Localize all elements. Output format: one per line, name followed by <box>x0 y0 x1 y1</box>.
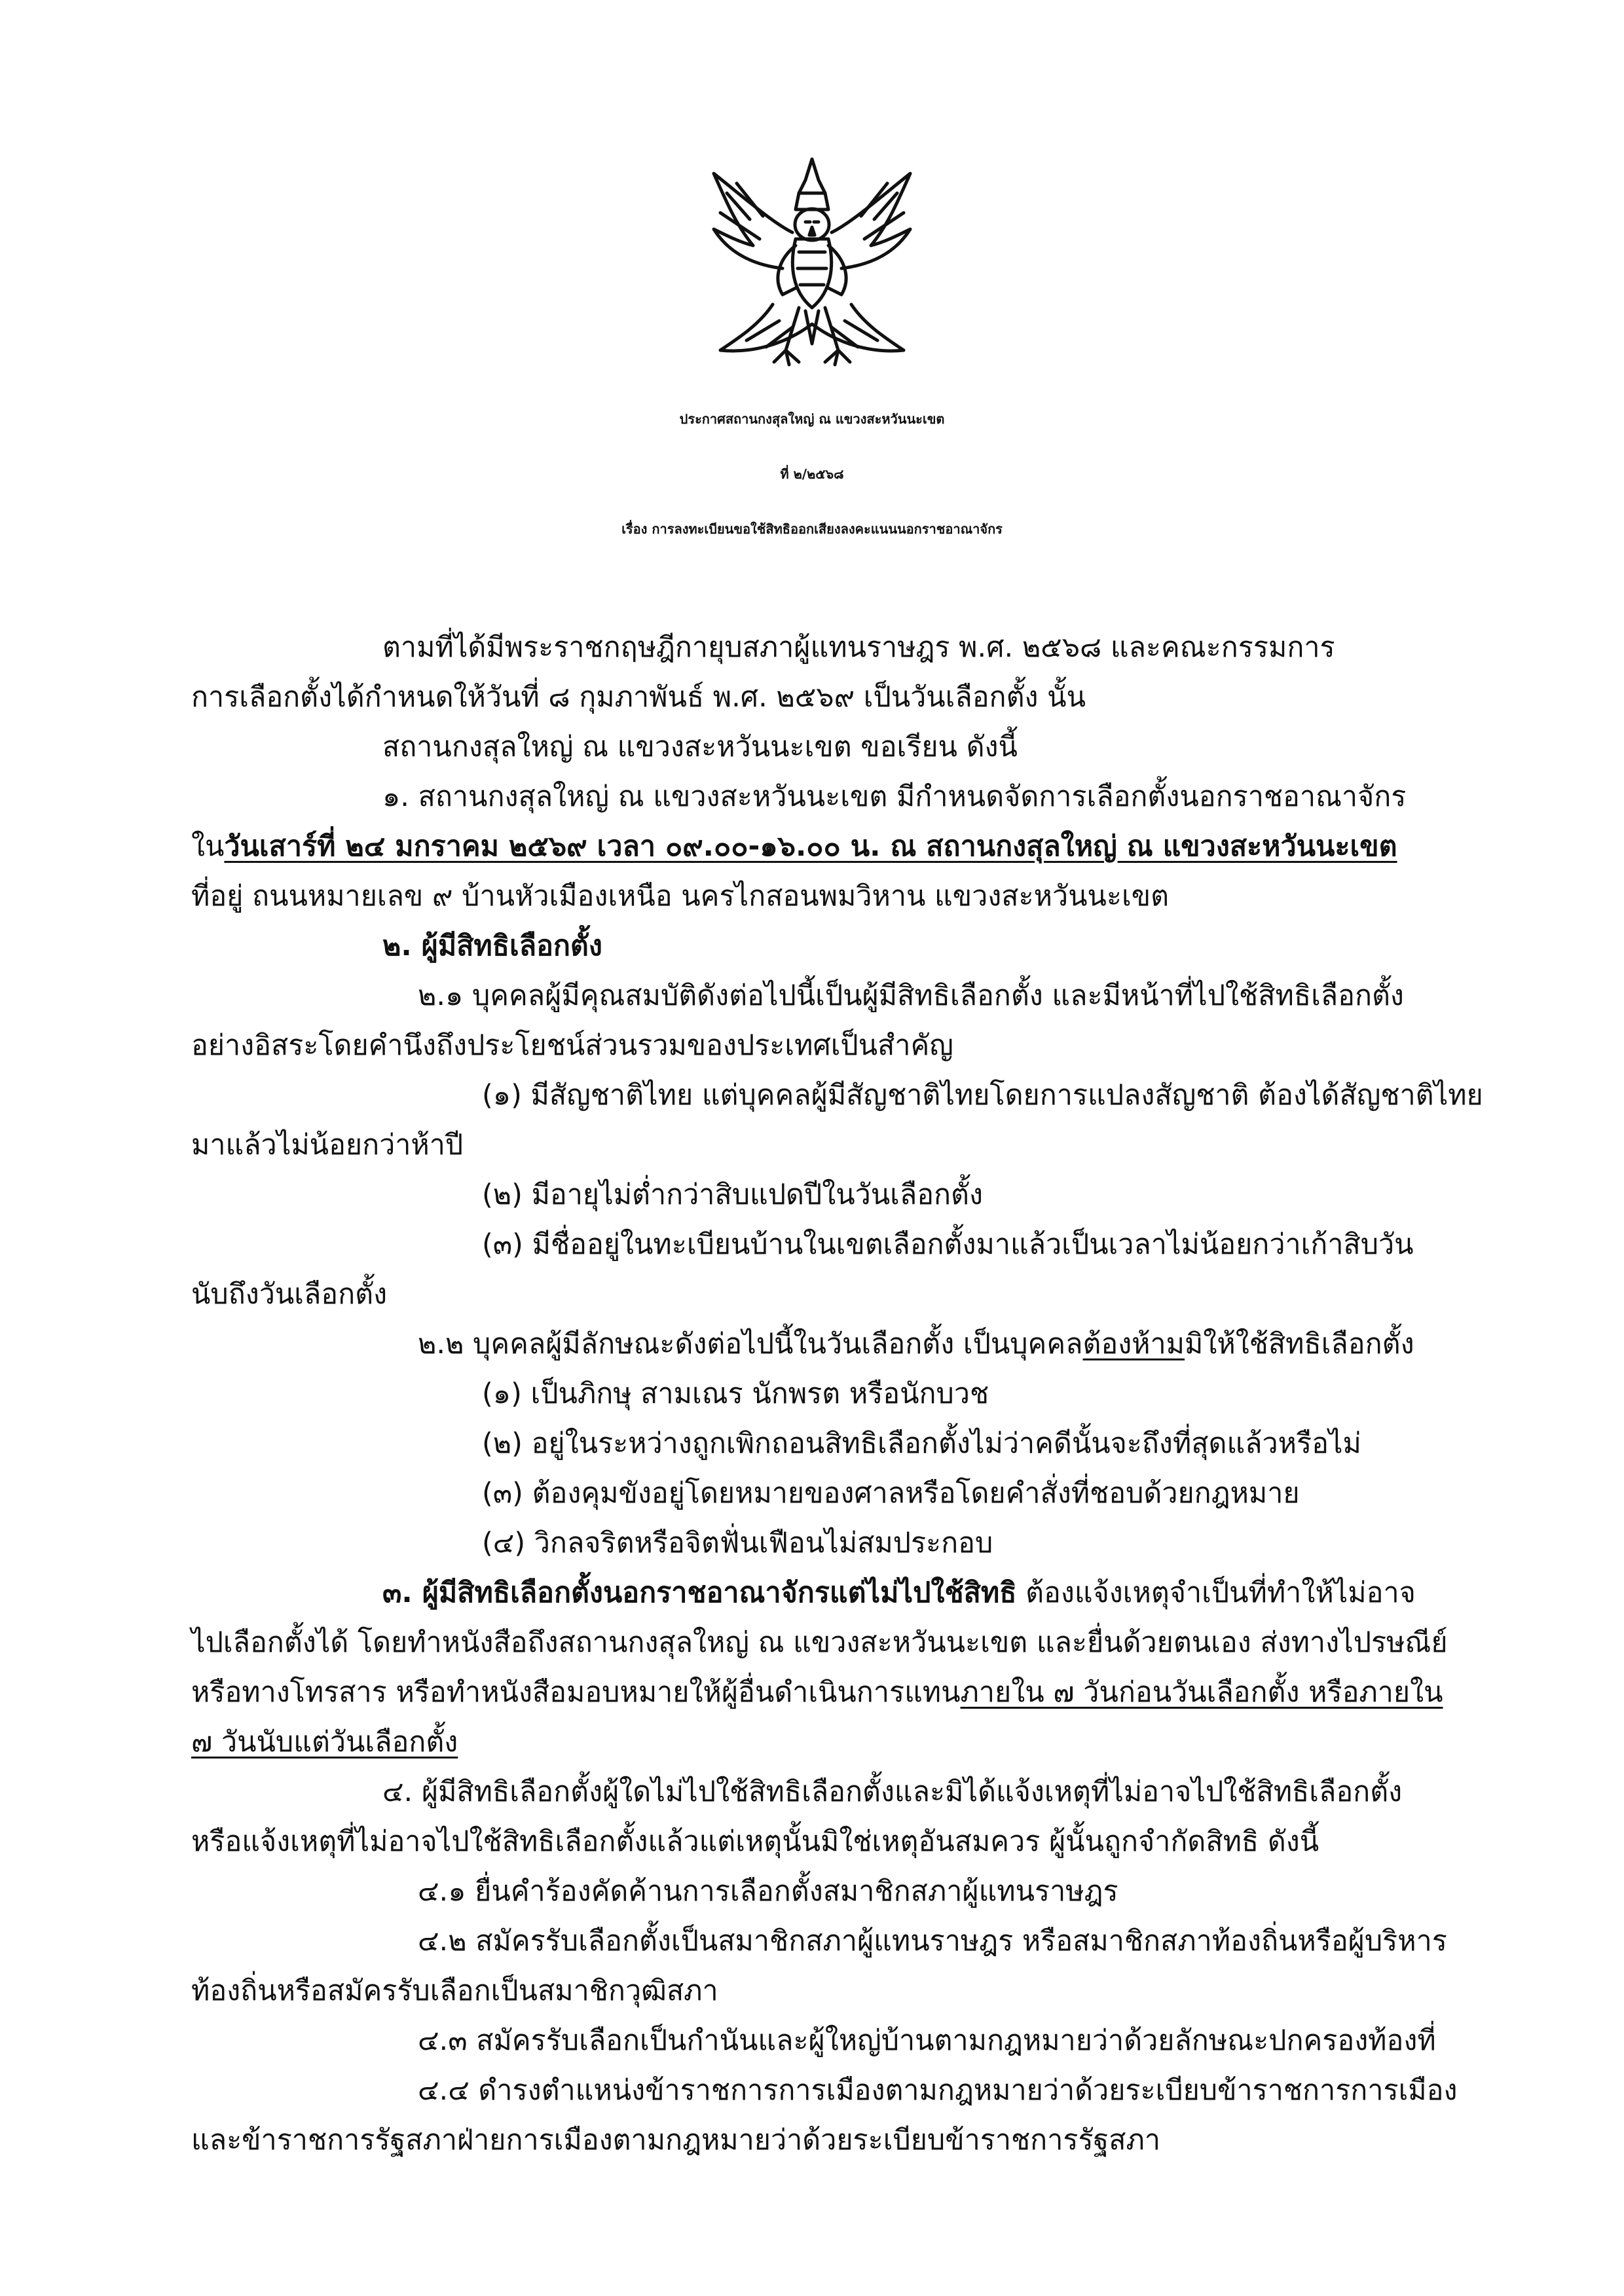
section-1-prefix: ใน <box>191 830 225 863</box>
section-4-1: ๔.๑ ยื่นคำร้องคัดค้านการเลือกตั้งสมาชิกสภาผู้แทนราษฎร <box>418 1875 1118 1908</box>
section-2-2-prefix: ๒.๒ บุคคลผู้มีลักษณะดังต่อไปนี้ในวันเลือกตั้ง เป็นบุคคล <box>418 1328 1083 1360</box>
deadline-emphasis: ภายใน ๗ วันก่อนวันเลือกตั้ง หรือภายใน <box>960 1676 1443 1709</box>
section-3-line-4: ๗ วันนับแต่วันเลือกตั้ง <box>191 1726 458 1758</box>
section-2-1-item-2: (๒) มีอายุไม่ต่ำกว่าสิบแปดปีในวันเลือกตั้ง <box>482 1178 983 1211</box>
section-2-2-item-4: (๔) วิกลจริตหรือจิตฟั่นเฟือนไม่สมประกอบ <box>482 1527 993 1559</box>
section-2-2-item-1: (๑) เป็นภิกษุ สามเณร นักพรต หรือนักบวช <box>482 1377 989 1410</box>
section-2-2-item-3: (๓) ต้องคุมขังอยู่โดยหมายของศาลหรือโดยคำสั่งที่ชอบด้วยกฎหมาย <box>482 1477 1300 1510</box>
document-subject: เรื่อง การลงทะเบียนขอใช้สิทธิออกเสียงลงคะแนนนอกราชอาณาจักร <box>621 521 1003 537</box>
section-3-line-1-rest: ต้องแจ้งเหตุจำเป็นที่ทำให้ไม่อาจ <box>1016 1576 1416 1609</box>
garuda-emblem <box>701 154 923 370</box>
section-1-line-1: ๑. สถานกงสุลใหญ่ ณ แขวงสะหวันนะเขต มีกำหนดจัดการเลือกตั้งนอกราชอาณาจักร <box>382 780 1407 813</box>
section-2-heading: ๒. ผู้มีสิทธิเลือกตั้ง <box>382 930 602 962</box>
section-4-2-line-1: ๔.๒ สมัครรับเลือกตั้งเป็นสมาชิกสภาผู้แทนราษฎร หรือสมาชิกสภาท้องถิ่นหรือผู้บริหาร <box>418 1925 1447 1958</box>
section-2-1-item-1-line-2: มาแล้วไม่น้อยกว่าห้าปี <box>191 1129 464 1161</box>
section-3-heading: ๓. ผู้มีสิทธิเลือกตั้งนอกราชอาณาจักรแต่ไม่ไปใช้สิทธิ <box>382 1576 1017 1609</box>
intro-paragraph-line-1: ตามที่ได้มีพระราชกฤษฎีกายุบสภาผู้แทนราษฎร พ.ศ. ๒๕๖๘ และคณะกรรมการ <box>382 631 1335 664</box>
section-4-2-line-2: ท้องถิ่นหรือสมัครรับเลือกเป็นสมาชิกวุฒิสภา <box>191 1975 718 2007</box>
section-2-1-line-2: อย่างอิสระโดยคำนึงถึงประโยชน์ส่วนรวมของประเทศเป็นสำคัญ <box>191 1029 953 1062</box>
section-4-4-line-1: ๔.๔ ดำรงตำแหน่งข้าราชการการเมืองตามกฎหมายว่าด้วยระเบียบข้าราชการการเมือง <box>418 2074 1458 2107</box>
section-2-2-line-1 <box>418 1328 1414 1362</box>
section-2-1-item-3-line-2: นับถึงวันเลือกตั้ง <box>191 1278 388 1311</box>
section-4-4-line-2: และข้าราชการรัฐสภาฝ่ายการเมืองตามกฎหมายว่าด้วยระเบียบข้าราชการรัฐสภา <box>191 2124 1161 2157</box>
section-1-line-3: ที่อยู่ ถนนหมายเลข ๙ บ้านหัวเมืองเหนือ นครไกสอนพมวิหาน แขวงสะหวันนะเขต <box>191 880 1170 913</box>
section-2-1-line-1: ๒.๑ บุคคลผู้มีคุณสมบัติดังต่อไปนี้เป็นผู้มีสิทธิเลือกตั้ง และมีหน้าที่ไปใช้สิทธิเลือกตั้ง <box>418 979 1404 1012</box>
section-4-line-2: หรือแจ้งเหตุที่ไม่อาจไปใช้สิทธิเลือกตั้งแล้วแต่เหตุนั้นมิใช่เหตุอันสมควร ผู้นั้นถูกจำกัดสิทธิ ดังนี้ <box>191 1825 1320 1858</box>
section-2-2-suffix: มิให้ใช้สิทธิเลือกตั้ง <box>1185 1328 1414 1360</box>
document-number: ที่ ๒/๒๕๖๘ <box>780 466 844 482</box>
election-date-location: วันเสาร์ที่ ๒๔ มกราคม ๒๕๖๙ เวลา ๐๙.๐๐-๑๖.๐๐ น. ณ สถานกงสุลใหญ่ ณ แขวงสะหวันนะเขต <box>224 830 1397 863</box>
intro-paragraph-line-2: การเลือกตั้งได้กำหนดให้วันที่ ๘ กุมภาพันธ์ พ.ศ. ๒๕๖๙ เป็นวันเลือกตั้ง นั้น <box>191 681 1086 714</box>
section-2-1-item-3-line-1: (๓) มีชื่ออยู่ในทะเบียนบ้านในเขตเลือกตั้งมาแล้วเป็นเวลาไม่น้อยกว่าเก้าสิบวัน <box>482 1228 1414 1261</box>
section-4-line-1: ๔. ผู้มีสิทธิเลือกตั้งผู้ใดไม่ไปใช้สิทธิเลือกตั้งและมิได้แจ้งเหตุที่ไม่อาจไปใช้สิทธิเลือกตั้ง <box>382 1776 1403 1808</box>
intro-paragraph-line-3: สถานกงสุลใหญ่ ณ แขวงสะหวันนะเขต ขอเรียน ดังนี้ <box>382 731 1018 763</box>
section-3-line-2: ไปเลือกตั้งได้ โดยทำหนังสือถึงสถานกงสุลใหญ่ ณ แขวงสะหวันนะเขต และยื่นด้วยตนเอง ส่งทางไปรษณีย์ <box>191 1626 1448 1659</box>
section-2-2-item-2: (๒) อยู่ในระหว่างถูกเพิกถอนสิทธิเลือกตั้งไม่ว่าคดีนั้นจะถึงที่สุดแล้วหรือไม่ <box>482 1427 1361 1460</box>
section-4-3: ๔.๓ สมัครรับเลือกเป็นกำนันและผู้ใหญ่บ้านตามกฎหมายว่าด้วยลักษณะปกครองท้องที่ <box>418 2024 1436 2057</box>
garuda-emblem-icon <box>701 154 923 370</box>
prohibited-emphasis: ต้องห้าม <box>1082 1328 1185 1360</box>
document-title: ประกาศสถานกงสุลใหญ่ ณ แขวงสะหวันนะเขต <box>679 411 945 427</box>
section-3-line-1 <box>382 1576 1416 1611</box>
section-3-line-3 <box>191 1676 1443 1710</box>
section-2-1-item-1-line-1: (๑) มีสัญชาติไทย แต่บุคคลผู้มีสัญชาติไทยโดยการแปลงสัญชาติ ต้องได้สัญชาติไทย <box>482 1079 1483 1112</box>
section-3-line-3-prefix: หรือทางโทรสาร หรือทำหนังสือมอบหมายให้ผู้อื่นดำเนินการแทน <box>191 1676 961 1709</box>
section-1-line-2 <box>191 830 1397 864</box>
